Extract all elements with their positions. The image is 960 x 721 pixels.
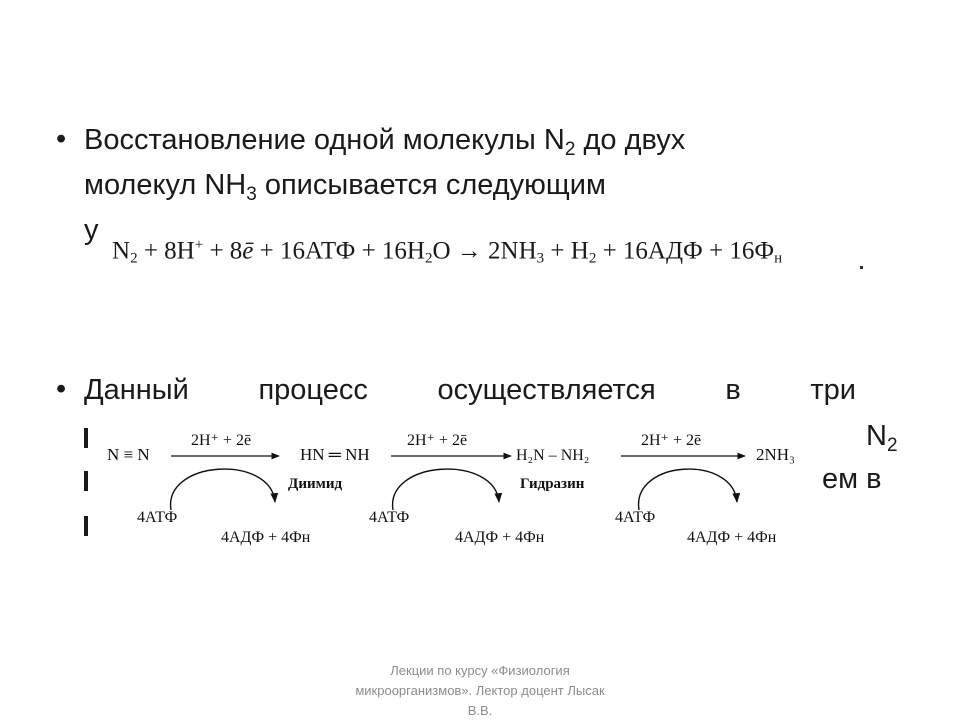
curved-arrow [393,469,499,510]
bullet-dot: • [56,373,67,405]
arrow-label: 2H⁺ + 2ē [407,432,468,449]
curved-arrow [639,469,737,510]
hidden-glyph [84,516,88,536]
bullet-2-line-2-tail: $N_2$ [866,420,898,456]
species-hydrazine: H₂N – NH₂ [516,447,590,464]
adp-label: 4АДФ + 4Фн [687,529,777,546]
reaction-scheme [93,418,820,554]
atp-label: 4АТФ [369,509,410,526]
species-n2: N ≡ N [107,445,150,464]
bullet-1-line-3: у [84,214,99,246]
atp-label: 4АТФ [137,509,178,526]
bullet-dot: • [56,123,67,155]
hidden-glyph [84,471,88,491]
label-hydrazine: Гидразин [520,476,585,492]
atp-label: 4АТФ [615,509,656,526]
species-diimide: HN ═ NH [300,445,370,464]
bullet-1-line-2: молекул $NH_3$ описывается следующим [84,169,606,205]
bullet-2-line-3-tail: ем в [822,463,882,495]
species-ammonia: 2NH₃ [756,445,795,464]
bullet-1-line-1: Восстановление одной молекулы $N_2$ до двух [84,124,686,160]
arrow-label: 2H⁺ + 2ē [191,432,252,449]
adp-label: 4АДФ + 4Фн [221,529,311,546]
label-diimide: Диимид [288,476,343,492]
slide-footer: Лекции по курсу «Физиология микроорганизмов». Лектор доцент Лысак В.В. [355,663,605,718]
hidden-glyph [84,428,88,448]
arrow-label: 2H⁺ + 2ē [641,432,702,449]
stray-dot [860,266,863,269]
bullet-2-line-1: Данный процесс осуществляется в три [84,374,856,406]
curved-arrow [171,469,275,510]
adp-label: 4АДФ + 4Фн [455,529,545,546]
equation-image: $N_2 + 8H^+$ + 8ē + $16АТФ + 16H_2O \to 2NH_3 + H_2 + 16АДФ + 16Ф_н$ [108,222,864,268]
